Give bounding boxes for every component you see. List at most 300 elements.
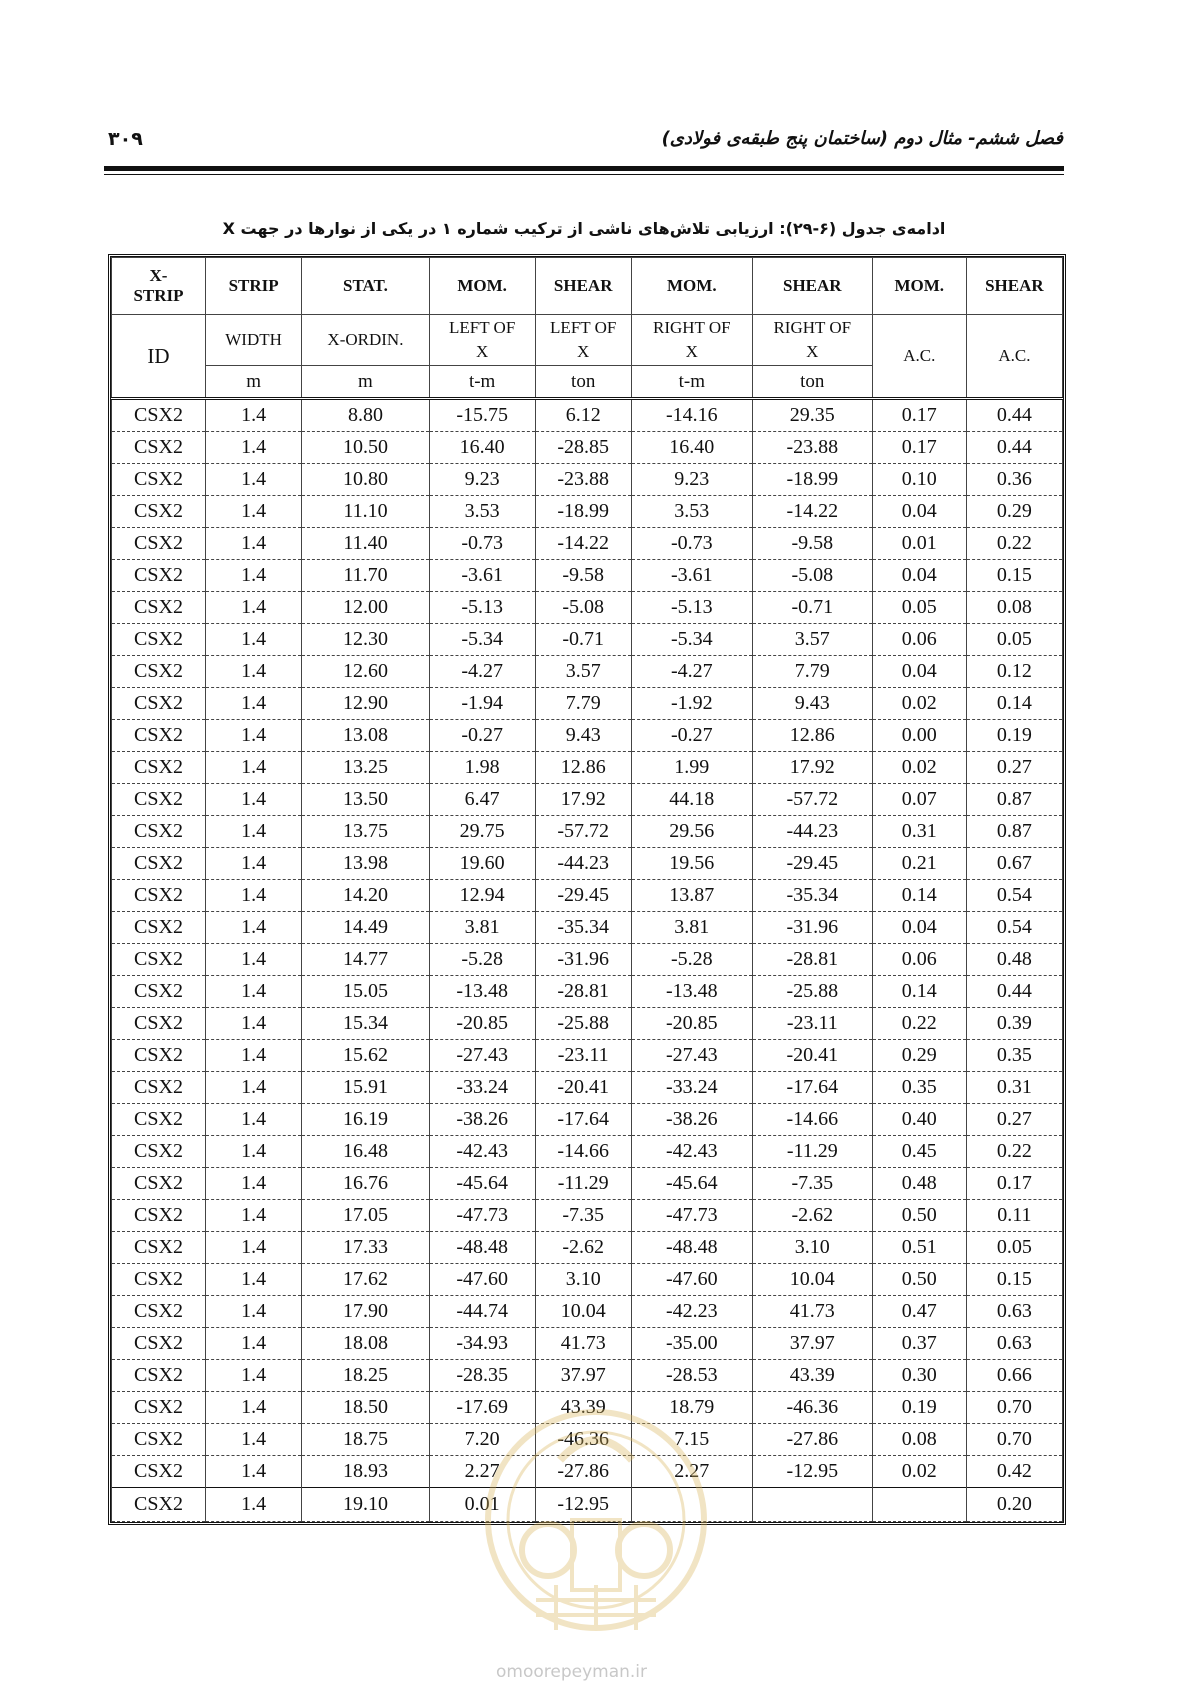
col-title-4: SHEAR bbox=[535, 258, 631, 315]
col-title-3: MOM. bbox=[429, 258, 535, 315]
header-rule-thick bbox=[104, 166, 1064, 171]
table-cell: -12.95 bbox=[535, 1488, 631, 1522]
table-cell: -1.94 bbox=[429, 688, 535, 720]
table-cell: -20.85 bbox=[429, 1008, 535, 1040]
table-cell: 0.22 bbox=[966, 528, 1062, 560]
table-cell: CSX2 bbox=[112, 1456, 206, 1488]
table-cell: -42.43 bbox=[429, 1136, 535, 1168]
table-cell: 1.4 bbox=[206, 1328, 302, 1360]
table-cell: 0.37 bbox=[872, 1328, 966, 1360]
table-cell: 0.63 bbox=[966, 1328, 1062, 1360]
table-cell: 0.02 bbox=[872, 688, 966, 720]
table-row bbox=[112, 496, 1063, 528]
table-cell: -17.64 bbox=[752, 1072, 872, 1104]
table-row bbox=[112, 1008, 1063, 1040]
table-cell: CSX2 bbox=[112, 1008, 206, 1040]
col-title-6: SHEAR bbox=[752, 258, 872, 315]
table-cell: 0.50 bbox=[872, 1264, 966, 1296]
table-cell: 0.14 bbox=[966, 688, 1062, 720]
table-cell: 43.39 bbox=[535, 1392, 631, 1424]
col-title-7: MOM. bbox=[872, 258, 966, 315]
table-cell: CSX2 bbox=[112, 1264, 206, 1296]
table-cell: -5.34 bbox=[631, 624, 752, 656]
table-cell: CSX2 bbox=[112, 399, 206, 432]
table-cell bbox=[872, 1488, 966, 1522]
table-cell: 1.4 bbox=[206, 1488, 302, 1522]
table-cell: 19.60 bbox=[429, 848, 535, 880]
table-cell: 43.39 bbox=[752, 1360, 872, 1392]
table-cell: 12.86 bbox=[535, 752, 631, 784]
table-cell: 15.91 bbox=[302, 1072, 430, 1104]
table-cell: CSX2 bbox=[112, 1232, 206, 1264]
table-cell: 13.75 bbox=[302, 816, 430, 848]
col-subtitle-6: RIGHT OF X bbox=[752, 315, 872, 366]
table-cell: 0.05 bbox=[966, 624, 1062, 656]
table-cell: 0.05 bbox=[966, 1232, 1062, 1264]
table-row bbox=[112, 688, 1063, 720]
table-cell: 0.29 bbox=[872, 1040, 966, 1072]
table-cell: -38.26 bbox=[429, 1104, 535, 1136]
table-cell: -47.60 bbox=[429, 1264, 535, 1296]
table-cell: -23.88 bbox=[752, 432, 872, 464]
table-cell: CSX2 bbox=[112, 1360, 206, 1392]
table-cell: -28.81 bbox=[752, 944, 872, 976]
table-cell: -14.16 bbox=[631, 399, 752, 432]
table-cell: 6.47 bbox=[429, 784, 535, 816]
table-cell: 0.70 bbox=[966, 1424, 1062, 1456]
table-cell: -44.23 bbox=[752, 816, 872, 848]
table-cell: CSX2 bbox=[112, 1168, 206, 1200]
table-cell: 1.4 bbox=[206, 912, 302, 944]
col-subtitle-1: WIDTH bbox=[206, 315, 302, 366]
watermark-site-text: omoorepeyman.ir bbox=[496, 1662, 648, 1682]
table-cell: 9.23 bbox=[631, 464, 752, 496]
table-cell: 3.53 bbox=[631, 496, 752, 528]
table-cell: 18.79 bbox=[631, 1392, 752, 1424]
table-cell: -31.96 bbox=[535, 944, 631, 976]
table-cell: 14.49 bbox=[302, 912, 430, 944]
table-cell: -14.66 bbox=[752, 1104, 872, 1136]
table-cell: 19.56 bbox=[631, 848, 752, 880]
table-cell: 16.76 bbox=[302, 1168, 430, 1200]
table-cell: -1.92 bbox=[631, 688, 752, 720]
table-cell: 0.15 bbox=[966, 560, 1062, 592]
table-cell: -5.28 bbox=[631, 944, 752, 976]
table-cell: -0.71 bbox=[535, 624, 631, 656]
col-subtitle-8: A.C. bbox=[966, 315, 1062, 399]
table-cell: 0.51 bbox=[872, 1232, 966, 1264]
table-cell: -20.85 bbox=[631, 1008, 752, 1040]
table-cell: CSX2 bbox=[112, 496, 206, 528]
table-row bbox=[112, 1488, 1063, 1522]
data-table bbox=[111, 257, 1063, 1522]
table-cell: 11.40 bbox=[302, 528, 430, 560]
table-cell: -7.35 bbox=[535, 1200, 631, 1232]
table-cell bbox=[631, 1488, 752, 1522]
table-cell: 0.11 bbox=[966, 1200, 1062, 1232]
table-cell: 17.33 bbox=[302, 1232, 430, 1264]
table-cell: 12.94 bbox=[429, 880, 535, 912]
col-subtitle-4: LEFT OF X bbox=[535, 315, 631, 366]
table-cell: -35.34 bbox=[535, 912, 631, 944]
table-cell: 16.40 bbox=[631, 432, 752, 464]
table-row bbox=[112, 1136, 1063, 1168]
table-cell: 1.4 bbox=[206, 1296, 302, 1328]
table-cell: 0.35 bbox=[966, 1040, 1062, 1072]
col-title-1: STRIP bbox=[206, 258, 302, 315]
table-cell: -31.96 bbox=[752, 912, 872, 944]
table-cell: 7.79 bbox=[752, 656, 872, 688]
table-cell: 15.05 bbox=[302, 976, 430, 1008]
table-cell: -47.73 bbox=[631, 1200, 752, 1232]
table-row bbox=[112, 464, 1063, 496]
table-cell: 7.20 bbox=[429, 1424, 535, 1456]
table-cell: -20.41 bbox=[752, 1040, 872, 1072]
table-cell: -45.64 bbox=[631, 1168, 752, 1200]
table-cell: 0.54 bbox=[966, 880, 1062, 912]
table-cell: CSX2 bbox=[112, 720, 206, 752]
col-subtitle-2: X-ORDIN. bbox=[302, 315, 430, 366]
table-cell: 0.44 bbox=[966, 976, 1062, 1008]
table-cell: CSX2 bbox=[112, 1328, 206, 1360]
col-unit-5: ton bbox=[752, 366, 872, 399]
table-cell: 0.17 bbox=[872, 399, 966, 432]
table-cell: 18.93 bbox=[302, 1456, 430, 1488]
table-cell: -14.66 bbox=[535, 1136, 631, 1168]
table-cell: 0.07 bbox=[872, 784, 966, 816]
table-cell: 18.75 bbox=[302, 1424, 430, 1456]
table-row bbox=[112, 1456, 1063, 1488]
table-cell: 0.87 bbox=[966, 816, 1062, 848]
table-cell: 0.87 bbox=[966, 784, 1062, 816]
table-cell: 0.10 bbox=[872, 464, 966, 496]
table-cell: -46.36 bbox=[752, 1392, 872, 1424]
table-cell: CSX2 bbox=[112, 1040, 206, 1072]
table-cell: 11.10 bbox=[302, 496, 430, 528]
table-cell: 0.08 bbox=[966, 592, 1062, 624]
data-table-frame bbox=[108, 254, 1066, 1525]
table-cell: 0.02 bbox=[872, 1456, 966, 1488]
table-cell: 0.42 bbox=[966, 1456, 1062, 1488]
table-cell: -18.99 bbox=[535, 496, 631, 528]
col-subtitle-7: A.C. bbox=[872, 315, 966, 399]
table-cell: 1.4 bbox=[206, 1072, 302, 1104]
table-cell: -35.00 bbox=[631, 1328, 752, 1360]
table-cell: 0.17 bbox=[966, 1168, 1062, 1200]
table-caption: ادامه‌ی جدول (۶-۲۹): ارزیابی تلاش‌های ناشی از ترکیب شماره ۱ در یکی از نوارها در جهت X bbox=[222, 219, 946, 238]
table-cell: 1.4 bbox=[206, 1200, 302, 1232]
table-cell: 13.50 bbox=[302, 784, 430, 816]
table-row bbox=[112, 1328, 1063, 1360]
table-cell: 0.44 bbox=[966, 432, 1062, 464]
table-cell: -2.62 bbox=[752, 1200, 872, 1232]
table-cell: 0.67 bbox=[966, 848, 1062, 880]
table-cell: CSX2 bbox=[112, 976, 206, 1008]
table-cell: 3.81 bbox=[429, 912, 535, 944]
table-cell: 1.4 bbox=[206, 1040, 302, 1072]
table-row bbox=[112, 752, 1063, 784]
table-cell: 3.53 bbox=[429, 496, 535, 528]
header-row-titles bbox=[112, 258, 1063, 315]
header-rule-thin bbox=[104, 174, 1064, 175]
table-cell: 0.47 bbox=[872, 1296, 966, 1328]
table-row bbox=[112, 1296, 1063, 1328]
table-cell: -4.27 bbox=[631, 656, 752, 688]
table-cell: 3.81 bbox=[631, 912, 752, 944]
table-cell: -33.24 bbox=[631, 1072, 752, 1104]
table-cell: 0.04 bbox=[872, 496, 966, 528]
col-unit-3: ton bbox=[535, 366, 631, 399]
table-cell: 1.4 bbox=[206, 1264, 302, 1296]
table-cell: -17.64 bbox=[535, 1104, 631, 1136]
table-cell: 17.05 bbox=[302, 1200, 430, 1232]
table-cell: 14.77 bbox=[302, 944, 430, 976]
table-cell: 1.4 bbox=[206, 1456, 302, 1488]
table-cell: 0.01 bbox=[872, 528, 966, 560]
table-cell: CSX2 bbox=[112, 1104, 206, 1136]
table-row bbox=[112, 1360, 1063, 1392]
table-cell: 1.4 bbox=[206, 399, 302, 432]
table-cell: -44.23 bbox=[535, 848, 631, 880]
table-cell: 0.29 bbox=[966, 496, 1062, 528]
table-cell: 19.10 bbox=[302, 1488, 430, 1522]
table-cell: 9.23 bbox=[429, 464, 535, 496]
table-row bbox=[112, 592, 1063, 624]
table-cell: -0.27 bbox=[429, 720, 535, 752]
table-cell: 0.48 bbox=[966, 944, 1062, 976]
table-cell: 0.35 bbox=[872, 1072, 966, 1104]
table-cell: 0.39 bbox=[966, 1008, 1062, 1040]
table-cell: 8.80 bbox=[302, 399, 430, 432]
table-cell: 1.99 bbox=[631, 752, 752, 784]
table-row bbox=[112, 1168, 1063, 1200]
table-cell: CSX2 bbox=[112, 880, 206, 912]
table-cell: -5.13 bbox=[429, 592, 535, 624]
table-cell: 1.4 bbox=[206, 1136, 302, 1168]
table-cell: -14.22 bbox=[535, 528, 631, 560]
table-cell: -5.08 bbox=[752, 560, 872, 592]
table-cell: 18.08 bbox=[302, 1328, 430, 1360]
table-cell: 0.01 bbox=[429, 1488, 535, 1522]
table-cell: -38.26 bbox=[631, 1104, 752, 1136]
table-cell: 0.40 bbox=[872, 1104, 966, 1136]
table-cell: -27.86 bbox=[535, 1456, 631, 1488]
table-cell: 0.21 bbox=[872, 848, 966, 880]
table-cell: -15.75 bbox=[429, 399, 535, 432]
table-cell: 6.12 bbox=[535, 399, 631, 432]
table-cell: 37.97 bbox=[752, 1328, 872, 1360]
table-row bbox=[112, 1104, 1063, 1136]
table-cell: 16.40 bbox=[429, 432, 535, 464]
table-cell: -44.74 bbox=[429, 1296, 535, 1328]
table-cell: 12.00 bbox=[302, 592, 430, 624]
table-cell: 37.97 bbox=[535, 1360, 631, 1392]
table-cell: 1.4 bbox=[206, 464, 302, 496]
table-cell: 0.70 bbox=[966, 1392, 1062, 1424]
table-cell: 0.19 bbox=[966, 720, 1062, 752]
table-cell: 0.27 bbox=[966, 752, 1062, 784]
table-cell: -18.99 bbox=[752, 464, 872, 496]
table-cell: -29.45 bbox=[752, 848, 872, 880]
table-cell: 0.20 bbox=[966, 1488, 1062, 1522]
col-subtitle-0: ID bbox=[112, 315, 206, 399]
table-cell: 1.4 bbox=[206, 560, 302, 592]
table-cell: CSX2 bbox=[112, 1488, 206, 1522]
table-cell: -5.08 bbox=[535, 592, 631, 624]
table-cell: -27.43 bbox=[429, 1040, 535, 1072]
table-row bbox=[112, 816, 1063, 848]
table-cell: 29.35 bbox=[752, 399, 872, 432]
table-cell: 13.08 bbox=[302, 720, 430, 752]
table-cell: -0.27 bbox=[631, 720, 752, 752]
table-cell: 17.62 bbox=[302, 1264, 430, 1296]
table-cell: -27.43 bbox=[631, 1040, 752, 1072]
table-cell: 0.00 bbox=[872, 720, 966, 752]
table-row bbox=[112, 1392, 1063, 1424]
table-cell: 9.43 bbox=[752, 688, 872, 720]
table-cell: -28.35 bbox=[429, 1360, 535, 1392]
table-cell: -33.24 bbox=[429, 1072, 535, 1104]
table-cell: 0.06 bbox=[872, 944, 966, 976]
table-cell: CSX2 bbox=[112, 432, 206, 464]
table-cell: -3.61 bbox=[429, 560, 535, 592]
table-cell: -2.62 bbox=[535, 1232, 631, 1264]
table-cell: -12.95 bbox=[752, 1456, 872, 1488]
table-cell: 1.4 bbox=[206, 720, 302, 752]
table-cell: 0.14 bbox=[872, 880, 966, 912]
table-cell: 1.4 bbox=[206, 1392, 302, 1424]
table-cell: CSX2 bbox=[112, 848, 206, 880]
table-cell: 0.04 bbox=[872, 560, 966, 592]
table-cell: -11.29 bbox=[752, 1136, 872, 1168]
col-subtitle-5: RIGHT OF X bbox=[631, 315, 752, 366]
table-cell: -5.13 bbox=[631, 592, 752, 624]
table-cell: 0.19 bbox=[872, 1392, 966, 1424]
col-unit-4: t-m bbox=[631, 366, 752, 399]
table-cell: -0.73 bbox=[631, 528, 752, 560]
table-cell: 17.90 bbox=[302, 1296, 430, 1328]
table-cell: -9.58 bbox=[752, 528, 872, 560]
chapter-title: فصل ششم- مثال دوم (ساختمان پنج طبقه‌ی فولادی) bbox=[661, 128, 1063, 149]
table-cell: 0.06 bbox=[872, 624, 966, 656]
table-cell: -48.48 bbox=[631, 1232, 752, 1264]
table-cell: 1.4 bbox=[206, 944, 302, 976]
table-cell: 15.62 bbox=[302, 1040, 430, 1072]
table-cell: 0.04 bbox=[872, 656, 966, 688]
table-cell: -28.53 bbox=[631, 1360, 752, 1392]
col-unit-2: t-m bbox=[429, 366, 535, 399]
table-cell: 0.31 bbox=[966, 1072, 1062, 1104]
table-cell: -13.48 bbox=[631, 976, 752, 1008]
table-cell: -28.81 bbox=[535, 976, 631, 1008]
table-cell: 1.4 bbox=[206, 688, 302, 720]
table-cell: -20.41 bbox=[535, 1072, 631, 1104]
table-cell: 1.4 bbox=[206, 1424, 302, 1456]
table-row bbox=[112, 560, 1063, 592]
table-row bbox=[112, 1232, 1063, 1264]
table-cell: 16.19 bbox=[302, 1104, 430, 1136]
table-cell: 3.57 bbox=[535, 656, 631, 688]
table-row bbox=[112, 848, 1063, 880]
table-row bbox=[112, 624, 1063, 656]
table-cell: 1.4 bbox=[206, 1360, 302, 1392]
table-cell: 7.15 bbox=[631, 1424, 752, 1456]
table-cell: 13.98 bbox=[302, 848, 430, 880]
table-cell: -57.72 bbox=[752, 784, 872, 816]
table-cell: 0.31 bbox=[872, 816, 966, 848]
table-cell: 16.48 bbox=[302, 1136, 430, 1168]
table-cell: -46.36 bbox=[535, 1424, 631, 1456]
table-cell: -28.85 bbox=[535, 432, 631, 464]
table-cell: -57.72 bbox=[535, 816, 631, 848]
table-cell: -42.23 bbox=[631, 1296, 752, 1328]
table-cell: CSX2 bbox=[112, 560, 206, 592]
table-cell: -42.43 bbox=[631, 1136, 752, 1168]
table-cell: 0.12 bbox=[966, 656, 1062, 688]
table-cell: CSX2 bbox=[112, 1072, 206, 1104]
table-cell: 0.63 bbox=[966, 1296, 1062, 1328]
table-cell: 10.04 bbox=[535, 1296, 631, 1328]
table-cell: 10.80 bbox=[302, 464, 430, 496]
table-cell: 0.22 bbox=[966, 1136, 1062, 1168]
table-cell: 0.05 bbox=[872, 592, 966, 624]
table-cell: 1.4 bbox=[206, 1104, 302, 1136]
table-cell: 0.48 bbox=[872, 1168, 966, 1200]
table-cell: CSX2 bbox=[112, 1392, 206, 1424]
table-cell: CSX2 bbox=[112, 944, 206, 976]
table-cell: CSX2 bbox=[112, 1136, 206, 1168]
table-cell: CSX2 bbox=[112, 752, 206, 784]
table-cell: 1.4 bbox=[206, 656, 302, 688]
table-cell: CSX2 bbox=[112, 784, 206, 816]
table-cell: 18.25 bbox=[302, 1360, 430, 1392]
table-cell: 1.4 bbox=[206, 528, 302, 560]
table-cell: 0.15 bbox=[966, 1264, 1062, 1296]
table-row bbox=[112, 432, 1063, 464]
table-cell: 2.27 bbox=[631, 1456, 752, 1488]
table-cell: 13.87 bbox=[631, 880, 752, 912]
table-cell: -5.28 bbox=[429, 944, 535, 976]
table-row bbox=[112, 720, 1063, 752]
col-title-0: X- STRIP bbox=[112, 258, 206, 315]
table-cell: CSX2 bbox=[112, 464, 206, 496]
table-cell: CSX2 bbox=[112, 1424, 206, 1456]
table-cell: CSX2 bbox=[112, 688, 206, 720]
table-cell: -9.58 bbox=[535, 560, 631, 592]
table-cell: 3.10 bbox=[535, 1264, 631, 1296]
table-cell: -0.71 bbox=[752, 592, 872, 624]
table-cell: 0.50 bbox=[872, 1200, 966, 1232]
table-cell: 1.4 bbox=[206, 976, 302, 1008]
table-cell: 0.45 bbox=[872, 1136, 966, 1168]
table-cell: CSX2 bbox=[112, 624, 206, 656]
table-cell: 0.27 bbox=[966, 1104, 1062, 1136]
table-cell: 1.4 bbox=[206, 848, 302, 880]
table-cell: 1.4 bbox=[206, 784, 302, 816]
table-cell: 0.04 bbox=[872, 912, 966, 944]
table-cell: CSX2 bbox=[112, 592, 206, 624]
table-cell: 3.57 bbox=[752, 624, 872, 656]
table-cell: 0.14 bbox=[872, 976, 966, 1008]
table-row bbox=[112, 528, 1063, 560]
table-cell: 10.04 bbox=[752, 1264, 872, 1296]
table-cell: 14.20 bbox=[302, 880, 430, 912]
table-cell: 18.50 bbox=[302, 1392, 430, 1424]
table-cell: 0.30 bbox=[872, 1360, 966, 1392]
table-cell: 15.34 bbox=[302, 1008, 430, 1040]
table-cell: CSX2 bbox=[112, 656, 206, 688]
table-cell: -14.22 bbox=[752, 496, 872, 528]
